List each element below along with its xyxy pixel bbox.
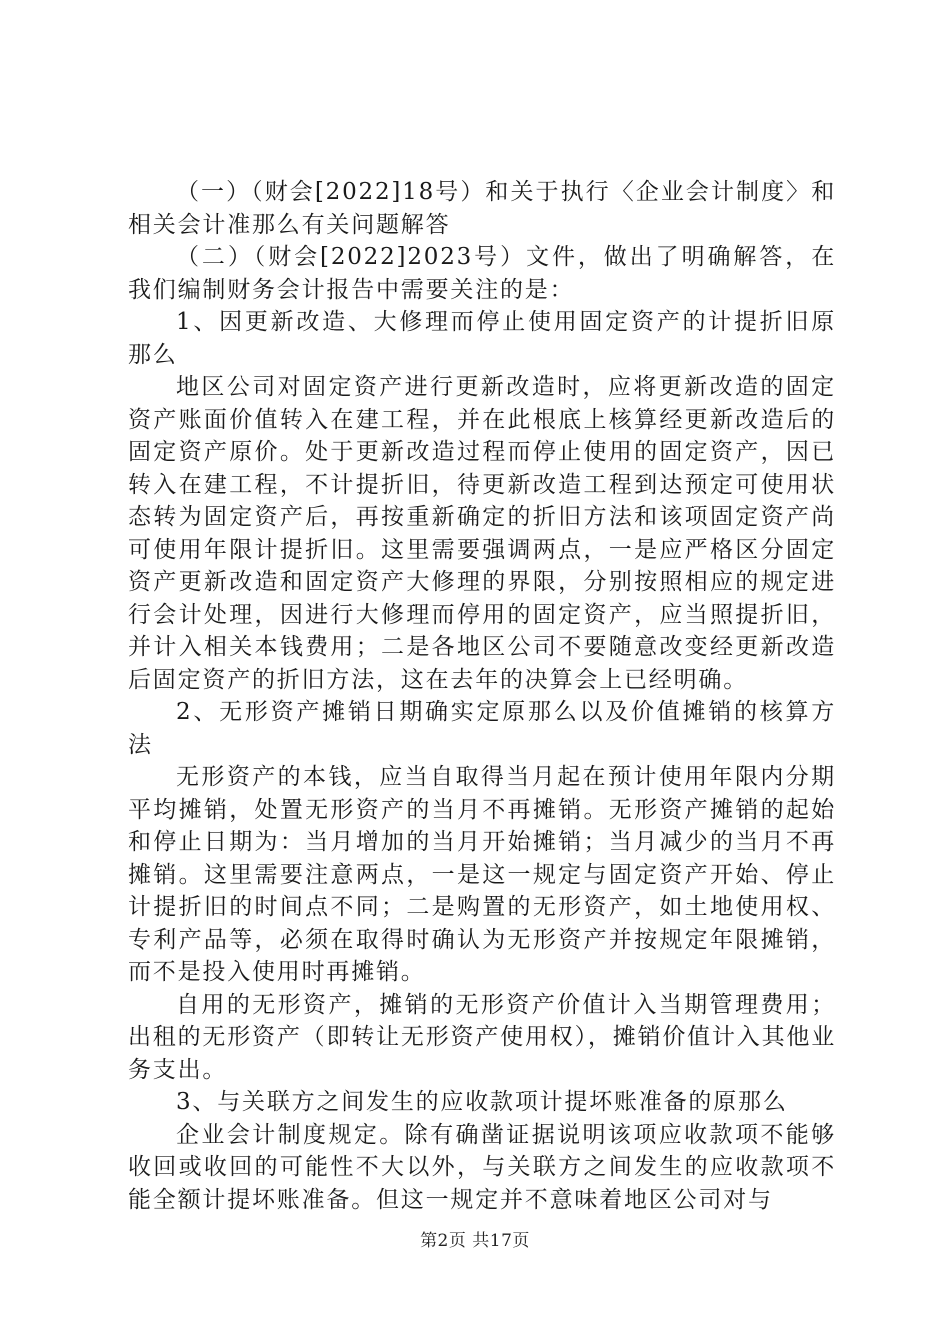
paragraph-item-2: （二）（财会[2022]2023号）文件，做出了明确解答，在我们编制财务会计报告中需要关注的是： xyxy=(128,244,836,303)
paragraph-item-1: （一）（财会[2022]18号）和关于执行〈企业会计制度〉和相关会计准那么有关问题解答 xyxy=(128,179,836,238)
paragraph-body-3: 自用的无形资产，摊销的无形资产价值计入当期管理费用；出租的无形资产（即转让无形资产使用权），摊销价值计入其他业务支出。 xyxy=(128,991,836,1083)
section-heading-3: 3、与关联方之间发生的应收款项计提坏账准备的原那么 xyxy=(176,1089,788,1115)
page-number-footer: 第2页 共17页 xyxy=(420,1231,530,1251)
section-heading-2: 2、无形资产摊销日期确实定原那么以及价值摊销的核算方法 xyxy=(128,699,836,758)
paragraph-body-1: 地区公司对固定资产进行更新改造时，应将更新改造的固定资产账面价值转入在建工程，并在此根底上核算经更新改造后的固定资产原价。处于更新改造过程而停止使用的固定资产，因已转入在建工程，不计提折旧，待更新改造工程到达预定可使用状态转为固定资产后，再按重新确定的折旧方法和该项固定资产尚可使用年限计提折旧。这里需要强调两点，一是应严格区分固定资产更新改造和固定资产大修理的界限，分别按照相应的规定进行会计处理，因进行大修理而停用的固定资产，应当照提折旧，并计入相关本钱费用；二是各地区公司不要随意改变经更新改造后固定资产的折旧方法，这在去年的决算会上已经明确。 xyxy=(128,374,836,693)
section-heading-1: 1、因更新改造、大修理而停止使用固定资产的计提折旧原那么 xyxy=(128,309,836,368)
paragraph-body-4: 企业会计制度规定。除有确凿证据说明该项应收款项不能够收回或收回的可能性不大以外，与关联方之间发生的应收款项不能全额计提坏账准备。但这一规定并不意味着地区公司对与 xyxy=(128,1121,836,1213)
document-body xyxy=(128,176,836,1216)
paragraph-body-2: 无形资产的本钱，应当自取得当月起在预计使用年限内分期平均摊销，处置无形资产的当月不再摊销。无形资产摊销的起始和停止日期为：当月增加的当月开始摊销；当月减少的当月不再摊销。这里需要注意两点，一是这一规定与固定资产开始、停止计提折旧的时间点不同；二是购置的无形资产，如土地使用权、专利产品等，必须在取得时确认为无形资产并按规定年限摊销，而不是投入使用时再摊销。 xyxy=(128,764,836,985)
